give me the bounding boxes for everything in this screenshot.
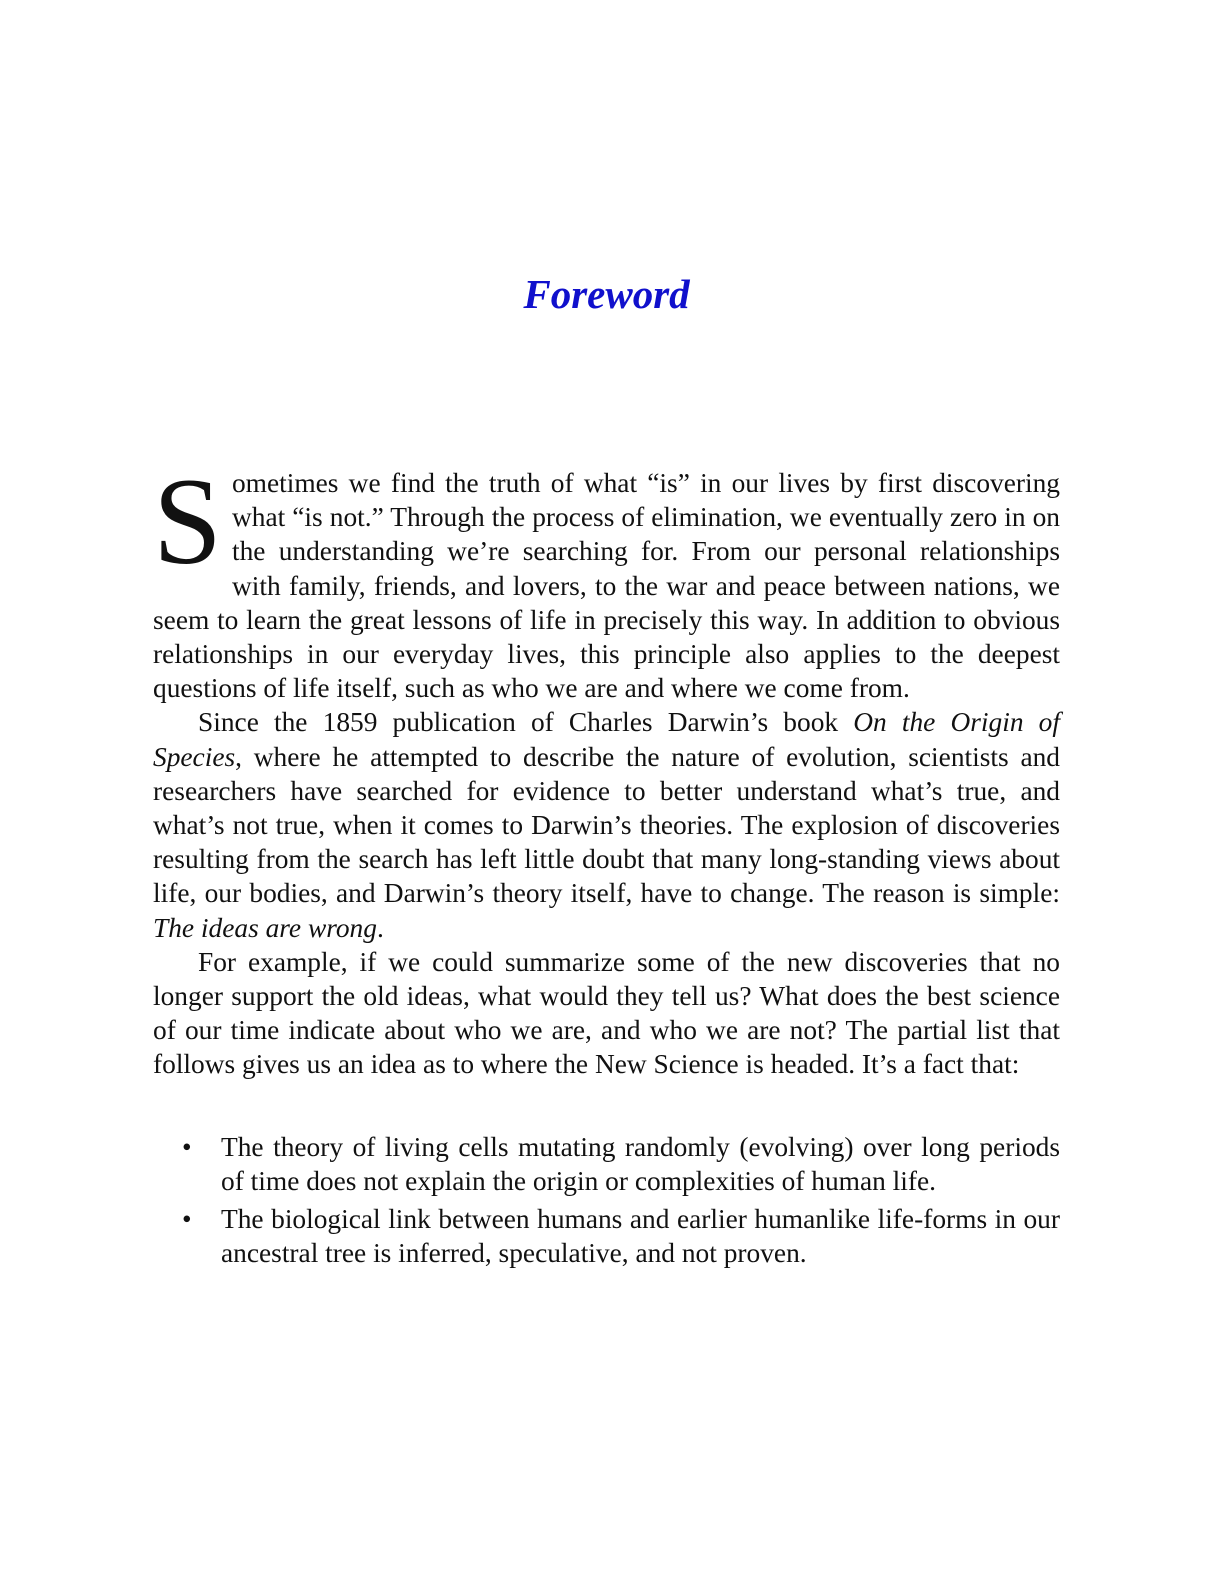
paragraph-1 bbox=[153, 453, 1060, 705]
paragraph-2-text-b: , where he attempted to describe the nature of evolution, scientists and researchers have searched for evidence to better understand what’s true, and what’s not true, when it comes to Darwin’s theories. The explosion of discoveries resulting from the search has left little doubt that many long-standing views about life, our bodies, and Darwin’s theory itself, have to change. The reason is simple: bbox=[153, 741, 1060, 909]
emphasis-text: The ideas are wrong bbox=[153, 912, 377, 943]
drop-cap: S bbox=[153, 453, 222, 590]
book-title: On the Origin of Species bbox=[153, 707, 1060, 772]
bullet-icon: • bbox=[182, 1204, 192, 1235]
list-item bbox=[153, 1130, 1060, 1198]
paragraph-2-text-c: . bbox=[376, 912, 384, 943]
bullet-icon: • bbox=[182, 1131, 192, 1162]
list-item bbox=[153, 1202, 1060, 1270]
page-title: Foreword bbox=[523, 271, 690, 317]
list-item-text: The biological link between humans and earlier humanlike life-forms in our ancestral tree is inferred, speculative, and not proven. bbox=[221, 1204, 1060, 1269]
paragraph-2-text-a: Since the 1859 publication of Charles Darwin’s book bbox=[198, 707, 854, 738]
list-item-text: The theory of living cells mutating randomly (evolving) over long periods of time does not explain the origin or complexities of human life. bbox=[221, 1131, 1060, 1196]
bullet-list bbox=[153, 1130, 1060, 1271]
paragraph-1-text: ometimes we find the truth of what “is” in our lives by first discovering what “is not.” Through the process of elimination, we eventually zero in on the understanding we’re searching for. From our personal relationships with family, friends, and lovers, to the war and peace between nations, we seem to learn the great lessons of life in precisely this way. In addition to obvious relationships in our everyday lives, this principle also applies to the deepest questions of life itself, such as who we are and where we come from. bbox=[153, 468, 1060, 704]
paragraph-3: For example, if we could summarize some of the new discoveries that no longer support the old ideas, what would they tell us? What does the best science of our time indicate about who we are, and who we are not? The partial list that follows gives us an idea as to where the New Science is headed. It’s a fact that: bbox=[153, 946, 1060, 1080]
paragraph-2 bbox=[153, 705, 1060, 944]
body-text bbox=[153, 453, 1060, 1274]
